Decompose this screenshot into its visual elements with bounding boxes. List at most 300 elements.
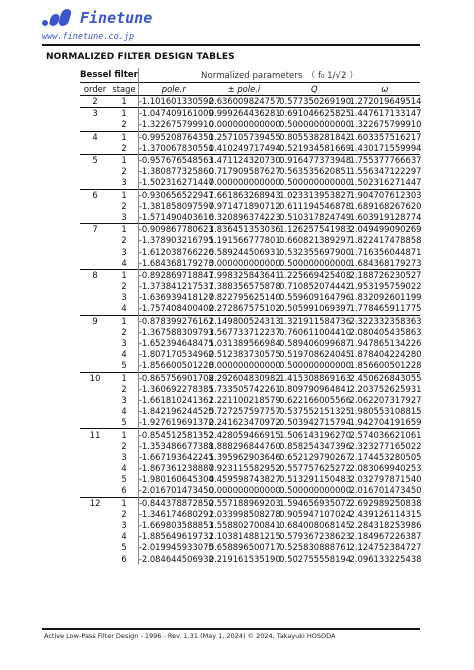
pole-r-cell: -0.854512581352 (138, 429, 214, 440)
omega-cell: 1.716356044871 (349, 246, 422, 257)
order-cell (80, 531, 110, 542)
q-cell: 0.521934581669 (279, 142, 352, 153)
table-row (80, 395, 420, 406)
order-cell (80, 338, 110, 349)
stage-cell: 3 (110, 246, 138, 257)
pole-r-cell: -0.844378872850 (138, 497, 214, 508)
q-cell: 0.500000000000 (279, 119, 352, 130)
pole-r-cell: -0.909867780623 (138, 224, 214, 235)
order-cell: 11 (80, 429, 110, 441)
pole-i-cell: 0.000000000000 (208, 257, 281, 268)
order-cell (80, 452, 110, 463)
stage-cell: 5 (110, 474, 138, 485)
table-row (80, 372, 420, 384)
order-cell (80, 554, 110, 565)
pole-r-cell: -1.661810241362 (138, 394, 214, 405)
stage-cell: 1 (110, 315, 138, 327)
filter-table-container (80, 68, 420, 565)
pole-r-cell: -1.980160645304 (138, 474, 214, 485)
pole-r-cell: -1.867361238887 (138, 463, 214, 474)
order-cell (80, 509, 110, 520)
q-cell: 0.505991069397 (279, 303, 352, 314)
omega-cell: 2.062207317927 (349, 394, 422, 405)
table-row (80, 303, 420, 315)
pole-i-cell: 0.000000000000 (208, 177, 281, 188)
table-row (80, 166, 420, 177)
stage-cell: 5 (110, 417, 138, 429)
omega-cell: 1.755377766637 (349, 155, 422, 166)
pole-i-cell: 0.000000000000 (208, 485, 281, 496)
pole-i-cell: 0.000000000000 (208, 360, 281, 371)
stage-cell: 3 (110, 338, 138, 349)
pole-i-cell: 1.733505742261 (208, 383, 281, 394)
omega-cell: 2.692989250838 (349, 497, 422, 508)
table-row (80, 554, 420, 565)
pole-i-cell: 0.589244506931 (208, 246, 281, 257)
q-cell: 0.905947107024 (279, 508, 352, 519)
order-cell (80, 119, 110, 131)
table-row (80, 246, 420, 257)
omega-cell: 2.574036621061 (349, 429, 422, 440)
stage-cell: 3 (110, 452, 138, 463)
stage-cell: 2 (110, 509, 138, 520)
q-cell: 0.652129790267 (279, 451, 352, 462)
col-pole-r: pole.r (138, 83, 208, 96)
order-cell: 8 (80, 269, 110, 281)
omega-cell: 2.032797871540 (349, 474, 422, 485)
q-cell: 0.519708624045 (279, 349, 352, 360)
col-q: Q (279, 83, 349, 96)
pole-i-cell: 2.428059466915 (208, 429, 281, 440)
stage-cell: 4 (110, 258, 138, 270)
q-cell: 0.510317824749 (279, 211, 352, 222)
stage-cell: 4 (110, 406, 138, 417)
omega-cell: 1.878404224280 (349, 349, 422, 360)
q-cell: 0.579367238623 (279, 531, 352, 542)
table-row (80, 327, 420, 338)
order-cell (80, 201, 110, 212)
stage-cell: 2 (110, 166, 138, 177)
finetune-logo-icon (42, 8, 74, 28)
pole-r-cell: -1.047409161009 (138, 108, 214, 119)
stage-cell: 1 (110, 189, 138, 201)
q-cell: 0.805538281842 (279, 131, 352, 142)
table-row (80, 349, 420, 360)
table-row (80, 474, 420, 485)
pole-i-cell: 1.031389566984 (208, 338, 281, 349)
q-cell: 0.760611004410 (279, 326, 352, 337)
omega-cell: 2.096133225438 (349, 553, 422, 564)
table-row (80, 360, 420, 372)
q-cell: 0.532355697900 (279, 246, 352, 257)
table-row (80, 119, 420, 131)
table-row (80, 406, 420, 417)
table-row (80, 281, 420, 292)
omega-cell: 2.450626843055 (349, 372, 422, 383)
order-cell (80, 395, 110, 406)
stage-cell: 5 (110, 542, 138, 553)
stage-cell: 3 (110, 395, 138, 406)
omega-cell: 1.856600501228 (349, 360, 422, 371)
pole-r-cell: -0.957676548563 (138, 155, 214, 166)
pole-r-cell: -1.885649619732 (138, 531, 214, 542)
order-cell: 4 (80, 131, 110, 143)
order-cell (80, 485, 110, 497)
q-cell: 1.023313953827 (279, 189, 352, 200)
pole-r-cell: -1.367588309793 (138, 326, 214, 337)
order-cell (80, 143, 110, 155)
omega-cell: 1.832092601199 (349, 292, 422, 303)
pole-i-cell: 0.459598743827 (208, 474, 281, 485)
omega-cell: 2.124752384727 (349, 542, 422, 553)
stage-cell: 2 (110, 143, 138, 155)
q-cell: 0.525830888761 (279, 542, 352, 553)
table-row (80, 338, 420, 349)
brand-name: Finetune (80, 9, 153, 27)
stage-cell: 4 (110, 463, 138, 474)
stage-cell: 1 (110, 429, 138, 441)
stage-cell: 4 (110, 303, 138, 315)
omega-cell: 1.822417478858 (349, 235, 422, 246)
order-cell (80, 166, 110, 177)
pole-i-cell: 2.033998508278 (208, 508, 281, 519)
table-row (80, 417, 420, 429)
omega-cell: 2.323277165022 (349, 440, 422, 451)
stage-cell: 1 (110, 131, 138, 143)
table-row (80, 108, 420, 120)
stage-cell: 4 (110, 531, 138, 542)
stage-cell: 3 (110, 177, 138, 189)
stage-cell: 2 (110, 441, 138, 452)
pole-i-cell: 1.221100218579 (208, 394, 281, 405)
q-cell: 0.559609164796 (279, 292, 352, 303)
omega-cell: 1.947865134226 (349, 338, 422, 349)
pole-r-cell: -1.757408400402 (138, 303, 214, 314)
order-cell (80, 258, 110, 270)
omega-cell: 1.942704191659 (349, 417, 422, 428)
pole-r-cell: -1.927619691372 (138, 417, 214, 428)
pole-r-cell: -0.995208764350 (138, 131, 214, 142)
q-cell: 1.126257541983 (279, 224, 352, 235)
col-pole-i: ± pole.i (209, 83, 279, 96)
q-cell: 0.557757625272 (279, 463, 352, 474)
pole-i-cell: 1.103814881215 (208, 531, 281, 542)
table-body (80, 96, 420, 565)
pole-i-cell: 0.999264436281 (208, 108, 281, 119)
order-cell: 3 (80, 108, 110, 120)
order-cell: 7 (80, 224, 110, 236)
omega-cell: 2.080405435863 (349, 326, 422, 337)
table-row (80, 269, 420, 281)
order-cell: 6 (80, 189, 110, 201)
pole-i-cell: 1.888296844760 (208, 440, 281, 451)
pole-i-cell: 1.395962903646 (208, 451, 281, 462)
footer-text: Active Low-Pass Filter Design - 1996 - Rev. 1.31 (May 1, 2024) © 2024, Takayuki HOSODA (44, 632, 336, 640)
pole-r-cell: -1.353486677388 (138, 440, 214, 451)
pole-i-cell: 2.149800524313 (208, 315, 281, 326)
table-row (80, 384, 420, 395)
q-cell: 0.502755558194 (279, 553, 352, 564)
omega-cell: 1.502316271447 (349, 177, 422, 188)
pole-i-cell: 0.241623470972 (208, 417, 281, 428)
table-row (80, 258, 420, 270)
omega-cell: 1.447617133147 (349, 108, 422, 119)
q-cell: 0.916477373948 (279, 155, 352, 166)
omega-cell: 2.439126114315 (349, 508, 422, 519)
table-row (80, 96, 420, 108)
pole-r-cell: -1.667193642245 (138, 451, 214, 462)
table-row (80, 485, 420, 497)
stage-cell: 2 (110, 201, 138, 212)
pole-r-cell: -2.084644506932 (138, 553, 214, 564)
pole-r-cell: -1.807170534962 (138, 349, 214, 360)
omega-cell: 2.188726230527 (349, 269, 422, 280)
omega-cell: 1.603357516217 (349, 131, 422, 142)
pole-i-cell: 1.257105739455 (208, 131, 281, 142)
stage-cell: 1 (110, 96, 138, 108)
table-row (80, 177, 420, 189)
pole-r-cell: -1.373841217537 (138, 281, 214, 292)
omega-cell: 2.284318253986 (349, 520, 422, 531)
stage-cell: 1 (110, 108, 138, 120)
top-divider (42, 44, 420, 46)
pole-i-cell: 0.727257597757 (208, 406, 281, 417)
order-cell (80, 246, 110, 257)
pole-r-cell: -2.016701473450 (138, 485, 214, 496)
order-cell (80, 384, 110, 395)
stage-cell: 1 (110, 497, 138, 509)
stage-cell: 4 (110, 349, 138, 360)
table-row (80, 189, 420, 201)
omega-cell: 1.778465911775 (349, 303, 422, 314)
order-cell: 5 (80, 154, 110, 166)
pole-i-cell: 0.636009824757 (208, 96, 281, 107)
stage-cell: 6 (110, 485, 138, 497)
pole-i-cell: 1.998325843641 (208, 269, 281, 280)
table-row (80, 452, 420, 463)
q-cell: 0.500000000000 (279, 177, 352, 188)
pole-i-cell: 0.923115582952 (208, 463, 281, 474)
pole-i-cell: 0.000000000000 (208, 119, 281, 130)
pole-r-cell: -1.652394648475 (138, 338, 214, 349)
table-row (80, 201, 420, 212)
stage-cell: 2 (110, 119, 138, 131)
q-cell: 0.858254347396 (279, 440, 352, 451)
pole-r-cell: -0.878399276161 (138, 315, 214, 326)
stage-cell: 5 (110, 360, 138, 372)
stage-cell: 3 (110, 520, 138, 531)
omega-cell: 1.904707612303 (349, 189, 422, 200)
order-cell (80, 463, 110, 474)
table-row (80, 509, 420, 520)
stage-cell: 1 (110, 372, 138, 384)
stage-cell: 2 (110, 281, 138, 292)
logo (42, 8, 442, 28)
stage-cell: 3 (110, 292, 138, 303)
stage-cell: 1 (110, 269, 138, 281)
omega-cell: 1.272019649514 (349, 96, 422, 107)
pole-i-cell: 0.320896374223 (208, 211, 281, 222)
stage-cell: 3 (110, 212, 138, 224)
pole-r-cell: -1.856600501228 (138, 360, 214, 371)
pole-i-cell: 2.292604830982 (208, 372, 281, 383)
pole-i-cell: 0.410249717494 (208, 142, 281, 153)
q-cell: 0.809790964841 (279, 383, 352, 394)
order-cell (80, 542, 110, 553)
table-row (80, 531, 420, 542)
omega-cell: 1.556347122297 (349, 166, 422, 177)
pole-r-cell: -1.322675799910 (138, 119, 214, 130)
omega-cell: 1.322675799910 (349, 119, 422, 130)
omega-cell: 1.684368179273 (349, 257, 422, 268)
q-cell: 0.691046625825 (279, 108, 352, 119)
stage-cell: 2 (110, 235, 138, 246)
omega-cell: 1.689168267620 (349, 200, 422, 211)
pole-i-cell: 1.836451353036 (208, 224, 281, 235)
order-cell (80, 360, 110, 372)
q-cell: 0.589406099687 (279, 338, 352, 349)
pole-i-cell: 1.661863268943 (208, 189, 281, 200)
omega-cell: 1.430171559994 (349, 142, 422, 153)
bessel-filter-table (80, 68, 420, 565)
pole-r-cell: -1.378903216795 (138, 235, 214, 246)
q-cell: 1.415308869163 (279, 372, 352, 383)
omega-cell: 1.603919128774 (349, 211, 422, 222)
pole-r-cell: -0.892869718847 (138, 269, 214, 280)
table-row (80, 441, 420, 452)
normalized-parameters-heading: Normalized parameters （ f₀ 1/√2 ） (201, 71, 358, 81)
filter-type-heading: Bessel filter (80, 68, 138, 83)
q-cell: 0.503942715794 (279, 417, 352, 428)
pole-r-cell: -1.502316271447 (138, 177, 214, 188)
order-cell (80, 235, 110, 246)
stage-cell: 1 (110, 154, 138, 166)
q-cell: 0.500000000000 (279, 485, 352, 496)
pole-r-cell: -2.019945933075 (138, 542, 214, 553)
table-row (80, 429, 420, 441)
q-cell: 0.513291150483 (279, 474, 352, 485)
q-cell: 0.684008068145 (279, 520, 352, 531)
col-order: order (80, 83, 110, 96)
order-cell (80, 327, 110, 338)
order-cell (80, 474, 110, 485)
table-row (80, 143, 420, 155)
q-cell: 0.660821389297 (279, 235, 352, 246)
pole-r-cell: -1.101601330592 (138, 96, 214, 107)
q-cell: 1.225669425408 (279, 269, 352, 280)
col-stage: stage (110, 83, 138, 96)
pole-r-cell: -1.370067830551 (138, 142, 214, 153)
pole-r-cell: -1.636939418127 (138, 292, 214, 303)
order-cell (80, 177, 110, 189)
pole-i-cell: 0.658896500717 (208, 542, 281, 553)
order-cell (80, 212, 110, 224)
omega-cell: 2.049499090269 (349, 224, 422, 235)
table-row (80, 224, 420, 236)
pole-i-cell: 2.557188969203 (208, 497, 281, 508)
omega-cell: 1.953195759022 (349, 281, 422, 292)
order-cell: 9 (80, 315, 110, 327)
pole-i-cell: 0.717909587627 (208, 166, 281, 177)
table-row (80, 542, 420, 553)
pole-i-cell: 0.512383730575 (208, 349, 281, 360)
q-cell: 0.622166005566 (279, 394, 352, 405)
pole-r-cell: -0.930656522947 (138, 189, 214, 200)
q-cell: 0.577350269190 (279, 96, 352, 107)
pole-r-cell: -1.381858097597 (138, 200, 214, 211)
table-row (80, 497, 420, 509)
order-cell: 10 (80, 372, 110, 384)
pole-r-cell: -1.571490403616 (138, 211, 214, 222)
q-cell: 0.500000000000 (279, 360, 352, 371)
q-cell: 1.321911584736 (279, 315, 352, 326)
order-cell: 2 (92, 96, 98, 107)
q-cell: 0.710852074442 (279, 281, 352, 292)
pole-r-cell: -1.380877325860 (138, 166, 214, 177)
pole-r-cell: -1.669803588853 (138, 520, 214, 531)
omega-cell: 2.083069940253 (349, 463, 422, 474)
order-cell (80, 303, 110, 315)
pole-r-cell: -1.842196244525 (138, 406, 214, 417)
omega-cell: 2.184967226387 (349, 531, 422, 542)
table-row (80, 315, 420, 327)
order-cell (80, 520, 110, 531)
stage-cell: 2 (110, 384, 138, 395)
pole-r-cell: -1.346174680291 (138, 508, 214, 519)
omega-cell: 2.016701473450 (349, 485, 422, 496)
col-omega: ω (350, 83, 420, 96)
order-cell (80, 441, 110, 452)
order-cell (80, 417, 110, 429)
website-url[interactable]: www.finetune.co.jp (42, 32, 135, 42)
stage-cell: 6 (110, 554, 138, 565)
q-cell: 0.500000000000 (279, 257, 352, 268)
omega-cell: 2.174453280505 (349, 451, 422, 462)
pole-i-cell: 1.471124320730 (208, 155, 281, 166)
omega-cell: 1.980553108815 (349, 406, 422, 417)
pole-r-cell: -0.865756901708 (138, 372, 214, 383)
pole-i-cell: 1.567733712237 (208, 326, 281, 337)
stage-cell: 1 (110, 224, 138, 236)
pole-i-cell: 0.971471890712 (208, 200, 281, 211)
table-row (80, 292, 420, 303)
pole-r-cell: -1.684368179273 (138, 257, 214, 268)
table-row (80, 463, 420, 474)
order-cell (80, 281, 110, 292)
bottom-divider (42, 628, 420, 630)
pole-i-cell: 1.191566777801 (208, 235, 281, 246)
pole-r-cell: -1.612038766226 (138, 246, 214, 257)
pole-i-cell: 1.558802700841 (208, 520, 281, 531)
table-row (80, 154, 420, 166)
q-cell: 0.537552151325 (279, 406, 352, 417)
q-cell: 1.594656935072 (279, 497, 352, 508)
table-row (80, 520, 420, 531)
q-cell: 1.506143196270 (279, 429, 352, 440)
omega-cell: 2.203752625931 (349, 383, 422, 394)
page-title: NORMALIZED FILTER DESIGN TABLES (46, 52, 235, 62)
order-cell (80, 292, 110, 303)
q-cell: 0.563535620851 (279, 166, 352, 177)
table-row (80, 235, 420, 246)
order-cell (80, 406, 110, 417)
stage-cell: 2 (110, 327, 138, 338)
pole-i-cell: 0.272867575102 (208, 303, 281, 314)
q-cell: 0.611194546878 (279, 200, 352, 211)
table-row (80, 212, 420, 224)
omega-cell: 2.322332358363 (349, 315, 422, 326)
pole-i-cell: 0.822795625140 (208, 292, 281, 303)
